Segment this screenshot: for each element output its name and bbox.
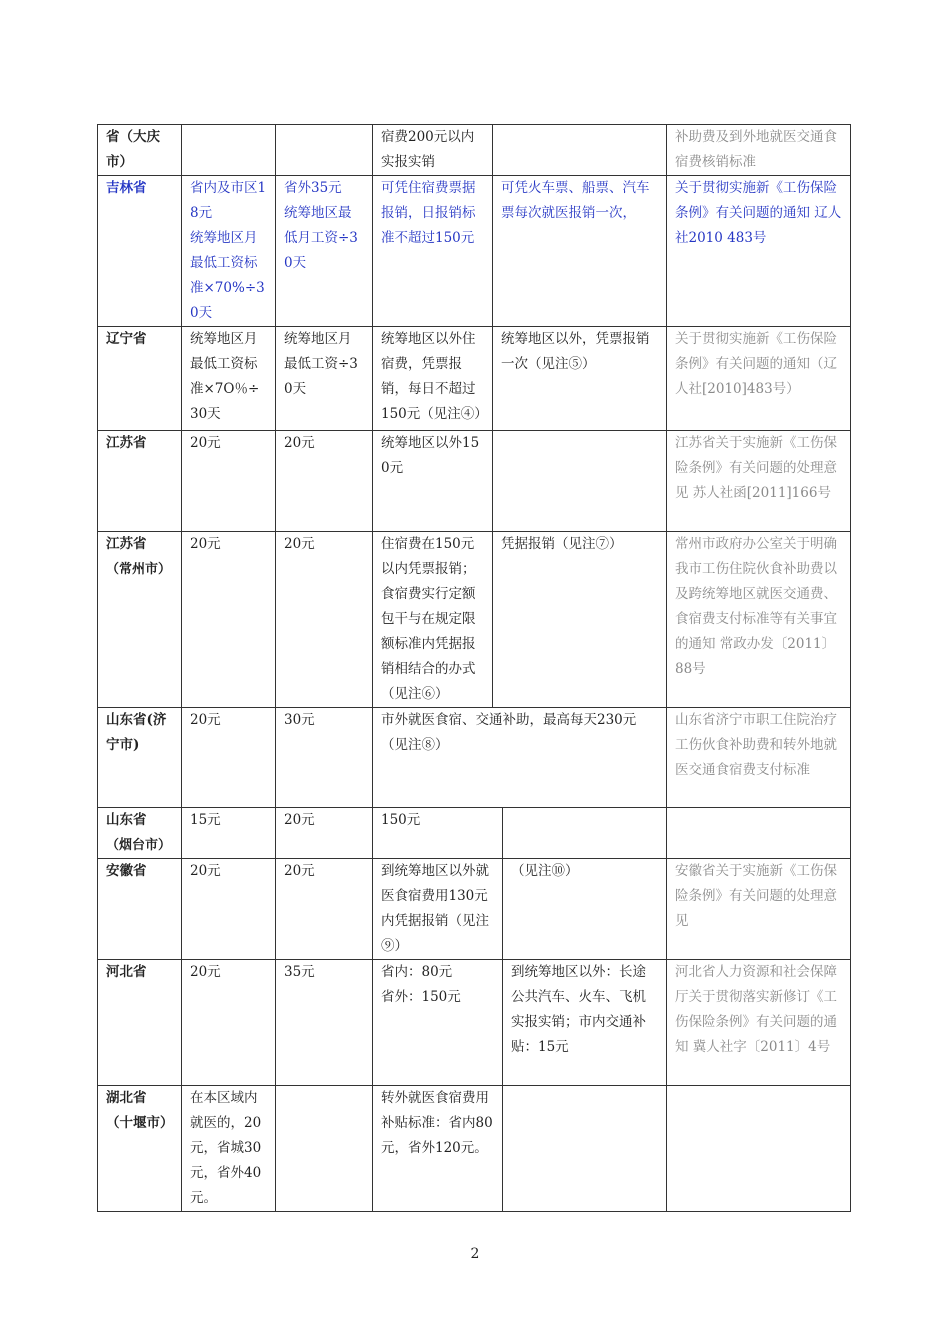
cell-meal-inside: 20元 — [182, 431, 276, 532]
table-row — [98, 125, 851, 176]
page-number: 2 — [470, 1246, 480, 1262]
province-name: 江苏省 — [106, 536, 147, 552]
cell-lodging-transport: 市外就医食宿、交通补助，最高每天230元（见注⑧） — [373, 708, 667, 808]
cell-meal-outside: 20元 — [276, 532, 373, 708]
cell-meal-inside: 15元 — [182, 808, 276, 859]
cell-lodging: 可凭住宿费票据报销，日报销标准不超过150元 — [373, 176, 493, 327]
cell-source: 安徽省关于实施新《工伤保险条例》有关问题的处理意见 — [667, 859, 851, 960]
province-name: 河北省 — [106, 964, 147, 980]
cell-source: 补助费及到外地就医交通食宿费核销标准 — [667, 125, 851, 176]
cell-transport: 统筹地区以外，凭票报销一次（见注⑤） — [493, 327, 667, 431]
province-name: 省（大庆市） — [106, 129, 160, 170]
cell-meal-inside: 在本区域内就医的，20元，省城30元，省外40元。 — [182, 1086, 276, 1212]
cell-transport — [493, 125, 667, 176]
cell-transport: 到统筹地区以外：长途公共汽车、火车、飞机实报实销；市内交通补贴：15元 — [503, 960, 667, 1086]
cell-source: 江苏省关于实施新《工伤保险条例》有关问题的处理意见 苏人社函[2011]166号 — [667, 431, 851, 532]
table-row — [98, 431, 851, 532]
cell-lodging: 到统筹地区以外就医食宿费用130元内凭据报销（见注⑨） — [373, 859, 503, 960]
province-name: 山东省(济宁市) — [106, 712, 167, 753]
cell-source — [667, 1086, 851, 1212]
table-row — [98, 176, 851, 327]
cell-lodging: 统筹地区以外150元 — [373, 431, 493, 532]
cell-lodging: 省内：80元 省外：150元 — [373, 960, 503, 1086]
province-cell — [98, 176, 182, 327]
province-cell — [98, 960, 182, 1086]
table-row — [98, 960, 851, 1086]
cell-meal-inside: 统筹地区月最低工资标准×7O％÷30天 — [182, 327, 276, 431]
province-name: 江苏省 — [106, 435, 147, 451]
cell-transport: 凭据报销（见注⑦） — [493, 532, 667, 708]
cell-meal-outside: 30元 — [276, 708, 373, 808]
cell-transport — [493, 431, 667, 532]
province-cell — [98, 808, 182, 859]
province-cell — [98, 532, 182, 708]
cell-meal-inside: 20元 — [182, 532, 276, 708]
cell-transport: 可凭火车票、船票、汽车票每次就医报销一次， — [493, 176, 667, 327]
cell-meal-outside: 20元 — [276, 808, 373, 859]
cell-source: 关于贯彻实施新《工伤保险条例》有关问题的通知（辽人社[2010]483号） — [667, 327, 851, 431]
cell-meal-inside: 省内及市区18元 统筹地区月最低工资标准×70%÷30天 — [182, 176, 276, 327]
cell-meal-inside: 20元 — [182, 708, 276, 808]
cell-source: 山东省济宁市职工住院治疗工伤伙食补助费和转外地就医交通食宿费支付标准 — [667, 708, 851, 808]
province-cell — [98, 327, 182, 431]
city-name: （烟台市） — [106, 838, 172, 853]
cell-source: 关于贯彻实施新《工伤保险条例》有关问题的通知 辽人社2010 483号 — [667, 176, 851, 327]
city-name: （常州市） — [106, 562, 172, 577]
province-cell — [98, 859, 182, 960]
cell-meal-outside — [276, 1086, 373, 1212]
cell-lodging: 统筹地区以外住宿费，凭票报销，每日不超过150元（见注④） — [373, 327, 493, 431]
cell-lodging: 150元 — [373, 808, 503, 859]
cell-meal-outside: 省外35元 统筹地区最低月工资÷30天 — [276, 176, 373, 327]
cell-transport — [503, 1086, 667, 1212]
cell-meal-outside: 35元 — [276, 960, 373, 1086]
cell-meal-outside: 20元 — [276, 859, 373, 960]
cell-meal-inside — [182, 125, 276, 176]
cell-lodging: 住宿费在150元以内凭票报销；食宿费实行定额包干与在规定限额标准内凭据报销相结合的办式（见注⑥） — [373, 532, 493, 708]
cell-meal-inside: 20元 — [182, 960, 276, 1086]
cell-meal-outside: 统筹地区月最低工资÷30天 — [276, 327, 373, 431]
province-name: 安徽省 — [106, 863, 147, 879]
table-row — [98, 327, 851, 431]
province-name: 吉林省 — [106, 180, 147, 196]
province-name: 湖北省（十堰市） — [106, 1090, 174, 1131]
cell-source — [667, 808, 851, 859]
province-name: 辽宁省 — [106, 331, 147, 347]
table-row — [98, 1086, 851, 1212]
cell-meal-outside: 20元 — [276, 431, 373, 532]
province-name: 山东省 — [106, 812, 147, 828]
cell-source: 常州市政府办公室关于明确我市工伤住院伙食补助费以及跨统筹地区就医交通费、食宿费支付标准等有关事宜的通知 常政办发〔2011〕88号 — [667, 532, 851, 708]
cell-transport — [503, 808, 667, 859]
province-cell — [98, 708, 182, 808]
cell-transport: （见注⑩） — [503, 859, 667, 960]
table-row — [98, 532, 851, 708]
province-cell — [98, 1086, 182, 1212]
cell-meal-outside — [276, 125, 373, 176]
compensation-standards-table — [97, 124, 851, 1212]
cell-lodging: 转外就医食宿费用补贴标准：省内80元，省外120元。 — [373, 1086, 503, 1212]
table-row — [98, 708, 851, 808]
table-row — [98, 808, 851, 859]
cell-meal-inside: 20元 — [182, 859, 276, 960]
cell-lodging: 宿费200元以内实报实销 — [373, 125, 493, 176]
province-cell — [98, 431, 182, 532]
table-row — [98, 859, 851, 960]
province-cell — [98, 125, 182, 176]
cell-source: 河北省人力资源和社会保障厅关于贯彻落实新修订《工伤保险条例》有关问题的通知 冀人社字〔2011〕4号 — [667, 960, 851, 1086]
